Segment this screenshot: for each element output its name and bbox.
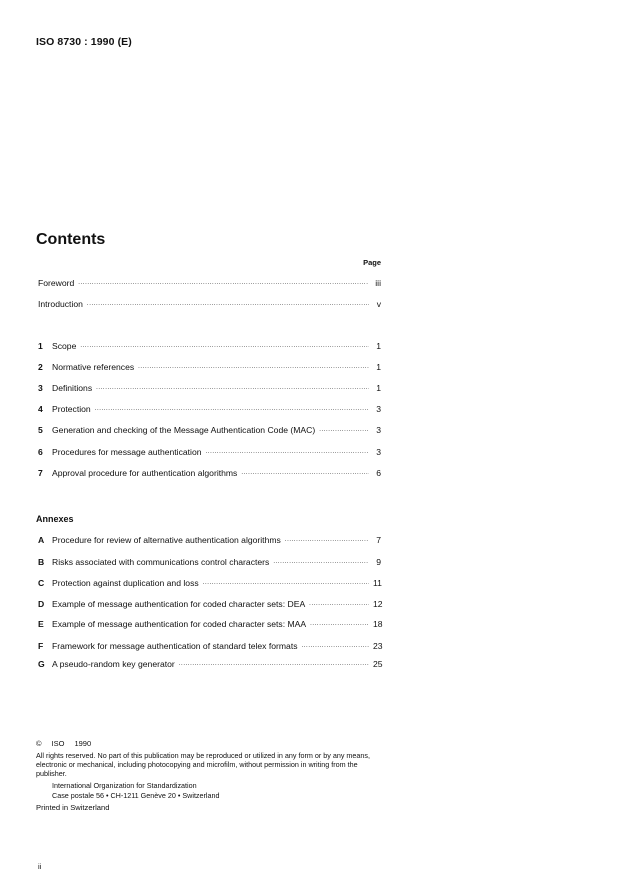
toc-leader xyxy=(96,382,369,394)
toc-entry-section-6[interactable] xyxy=(38,446,381,458)
toc-entry-text: Framework for message authentication of standard telex formats xyxy=(52,641,298,651)
copyright-year: 1990 xyxy=(74,739,92,748)
document-header: ISO 8730 : 1990 (E) xyxy=(36,36,132,48)
toc-entry-text: Generation and checking of the Message Authentication Code (MAC) xyxy=(52,425,316,435)
toc-entry-page: 7 xyxy=(376,535,381,545)
toc-entry-number: C xyxy=(38,578,45,588)
toc-entry-text: Procedures for message authentication xyxy=(52,447,202,457)
toc-leader xyxy=(241,467,369,479)
toc-entry-number: 5 xyxy=(38,425,43,435)
toc-entry-page: 3 xyxy=(376,425,381,435)
toc-entry-number: 3 xyxy=(38,383,43,393)
toc-entry-number: F xyxy=(38,641,44,651)
toc-entry-text: Introduction xyxy=(38,299,83,309)
toc-entry-page: 1 xyxy=(376,362,381,372)
toc-entry-page: 3 xyxy=(376,447,381,457)
toc-entry-foreword[interactable] xyxy=(38,277,381,289)
toc-entry-page: 12 xyxy=(373,599,383,609)
organization-address: Case postale 56 • CH-1211 Genève 20 • Switzerland xyxy=(52,791,220,800)
toc-leader xyxy=(309,598,369,610)
toc-entry-page: 18 xyxy=(373,619,383,629)
contents-title: Contents xyxy=(36,231,106,248)
copyright-org: ISO xyxy=(51,739,65,748)
toc-entry-text: Protection against duplication and loss xyxy=(52,578,199,588)
toc-entry-page: iii xyxy=(375,278,381,288)
toc-entry-number: 2 xyxy=(38,362,43,372)
toc-entry-text: Example of message authentication for coded character sets: MAA xyxy=(52,619,307,629)
toc-entry-annex-c[interactable] xyxy=(38,577,381,589)
toc-leader xyxy=(302,640,369,652)
toc-entry-annex-d[interactable] xyxy=(38,598,381,610)
rights-statement: All rights reserved. No part of this publication may be reproduced or utilized in any form or by any means, electronic or mechanical, including photocopying and microfilm, without permission in writing from the publisher. xyxy=(36,751,370,779)
toc-entry-number: D xyxy=(38,599,45,609)
organization-name: International Organization for Standardization xyxy=(52,781,197,790)
toc-entry-page: v xyxy=(376,299,381,309)
toc-entry-number: B xyxy=(38,557,45,567)
annexes-heading: Annexes xyxy=(36,514,74,524)
toc-entry-page: 9 xyxy=(376,557,381,567)
toc-leader xyxy=(206,446,369,458)
copyright-line xyxy=(36,739,91,748)
toc-entry-section-4[interactable] xyxy=(38,403,381,415)
toc-entry-page: 11 xyxy=(373,578,382,588)
toc-entry-number: 6 xyxy=(38,447,43,457)
toc-leader xyxy=(179,658,369,670)
toc-entry-text: Risks associated with communications control characters xyxy=(52,557,270,567)
toc-entry-section-7[interactable] xyxy=(38,467,381,479)
page-column-label: Page xyxy=(363,258,381,267)
toc-entry-section-5[interactable] xyxy=(38,424,381,436)
toc-leader xyxy=(285,534,369,546)
toc-entry-section-2[interactable] xyxy=(38,361,381,373)
toc-entry-number: 4 xyxy=(38,404,43,414)
toc-leader xyxy=(87,298,369,310)
toc-entry-number: E xyxy=(38,619,44,629)
toc-entry-section-1[interactable] xyxy=(38,340,381,352)
toc-entry-text: A pseudo-random key generator xyxy=(52,659,175,669)
toc-leader xyxy=(78,277,369,289)
page-number: ii xyxy=(38,862,42,871)
toc-entry-annex-g[interactable] xyxy=(38,658,381,670)
toc-entry-text: Procedure for review of alternative authentication algorithms xyxy=(52,535,281,545)
toc-entry-text: Approval procedure for authentication algorithms xyxy=(52,468,238,478)
toc-entry-page: 1 xyxy=(376,383,381,393)
toc-entry-text: Protection xyxy=(52,404,91,414)
toc-entry-section-3[interactable] xyxy=(38,382,381,394)
toc-entry-text: Normative references xyxy=(52,362,135,372)
toc-leader xyxy=(310,618,369,630)
copyright-symbol: © xyxy=(36,739,42,748)
toc-leader xyxy=(273,556,369,568)
toc-entry-page: 1 xyxy=(376,341,381,351)
toc-entry-page: 3 xyxy=(376,404,381,414)
toc-entry-text: Example of message authentication for coded character sets: DEA xyxy=(52,599,306,609)
toc-entry-annex-f[interactable] xyxy=(38,640,381,652)
toc-leader xyxy=(95,403,369,415)
toc-entry-page: 23 xyxy=(373,641,383,651)
toc-entry-number: G xyxy=(38,659,45,669)
toc-entry-annex-e[interactable] xyxy=(38,618,381,630)
toc-leader xyxy=(203,577,369,589)
toc-entry-text: Definitions xyxy=(52,383,93,393)
toc-leader xyxy=(80,340,369,352)
toc-entry-page: 25 xyxy=(373,659,383,669)
toc-entry-number: 1 xyxy=(38,341,43,351)
toc-entry-number: 7 xyxy=(38,468,43,478)
toc-entry-text: Scope xyxy=(52,341,77,351)
toc-entry-number: A xyxy=(38,535,45,545)
toc-leader xyxy=(138,361,369,373)
toc-entry-introduction[interactable] xyxy=(38,298,381,310)
toc-leader xyxy=(319,424,369,436)
toc-entry-text: Foreword xyxy=(38,278,75,288)
printed-in: Printed in Switzerland xyxy=(36,803,110,812)
toc-entry-annex-b[interactable] xyxy=(38,556,381,568)
toc-entry-annex-a[interactable] xyxy=(38,534,381,546)
toc-entry-page: 6 xyxy=(376,468,381,478)
